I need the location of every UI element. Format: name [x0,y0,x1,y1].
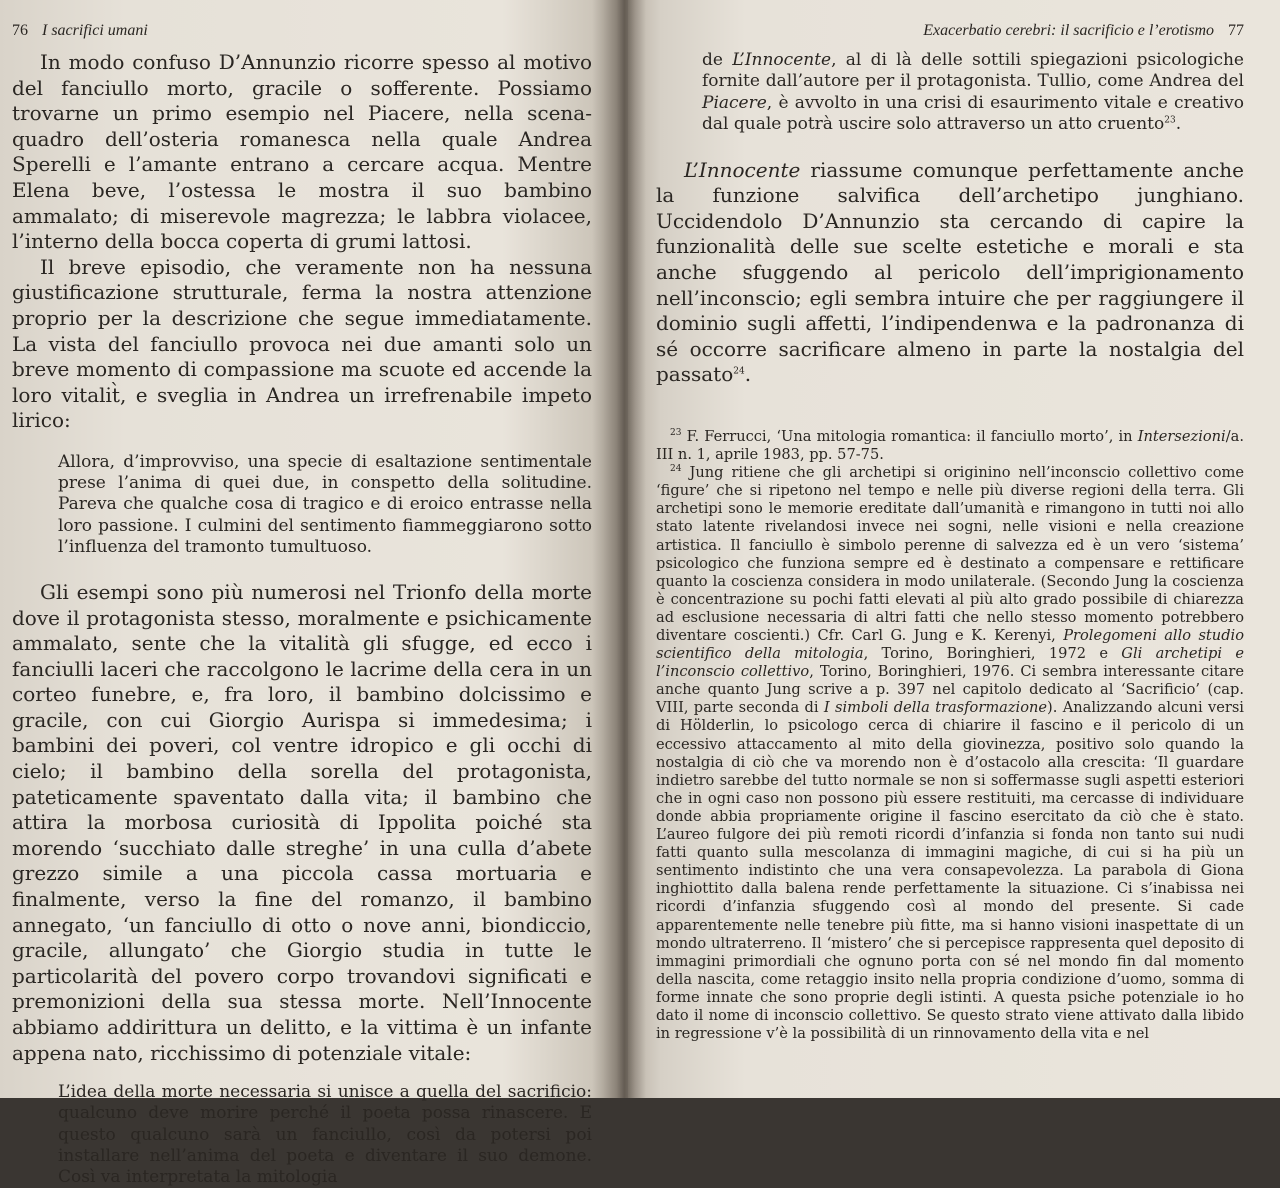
fn24-title-1: Prolegomeni allo studio scientifico della mitologia [656,627,1244,663]
left-page-number: 76 [12,22,28,39]
fn23-text-b: /a. III n. 1, aprile 1983, pp. 57-75. [656,427,1244,464]
fn24-text-d: ). Analizzando alcuni versi di Hölderlin, lo psicologo cerca di chiarire il fascino e il pericolo di un eccessivo attaccamento al mito della giovinezza, positivo solo quando la nostalgia di ciò che va morendo non è d’ostacolo alla crescita: ‘Il guardare indietro sarebbe del tutto normale se non si soffermasse sugli aspetti esteriori che in ogni caso non possono più essere restituiti, ma cercasse di individuare donde abbia propriamente origine il fascino esercitato da ciò che è stato. L’aureo fulgore dei più remoti ricordi d’infanzia si fonda non tanto sui nudi fatti quanto sulla mescolanza di immagini magiche, di cui si ha più un sentimento indistinto che una vera consapevolezza. La parabola di Giona inghiottito dalla balena rende perfettamente la situazione. Ci s’inabissa nei ricordi d’infanzia sfuggendo così al mondo del presente. Si cade apparentemente nelle tenebre più fitte, ma si hanno visioni inaspettate di un mondo ultraterreno. Il ‘mistero’ che si percepisce rappresenta quel deposito di immagini primordiali che ognuno porta con sé nel mondo fin dal momento della nascita, come retaggio insito nella propria condizione d’uomo, somma di forme innate che sono proprie degli istinti. A questa psiche potenziale io ho dato il nome di inconscio collettivo. Se questo strato viene attivato dalla libido in regressione v’è la possibilità di un rinnovamento della vita e nel [656,699,1244,1043]
cont-text-a: de [702,50,733,70]
fn23-title: Intersezioni [1137,427,1226,445]
right-paragraph-1: L’Innocente riassume comunque perfettamente anche la funzione salvifica dell’archetipo junghiano. Uccidendolo D’Annunzio sta cercando di capire la funzionalità delle sue scelte estetiche e morali e sta anche sfuggendo al pericolo dell’imprigionamento nell’inconscio; egli sembra intuire che per raggiungere il dominio sugli affetti, l’indipendenwa e la padronanza di sé occorre sacrificare almeno in parte la nostalgia del passato$^{24}$. [656,157,1244,387]
fn24-title-3: I simboli della trasformazione [823,699,1048,717]
left-blockquote-2: L’idea della morte necessaria si unisce a quella del sacrificio: qualcuno deve morire perché il poeta possa rinascere. E questo qualcuno sarà un fanciullo, così da potersi poi installare nell’anima del poeta e diventare il suo demone. Così va interpretata la mitologia [58,1082,592,1188]
left-paragraph-1: In modo confuso D’Annunzio ricorre spesso al motivo del fanciullo morto, gracile o sofferente. Possiamo trovarne un primo esempio nel Piacere, nella scena-quadro dell’osteria romanesca nella quale Andrea Sperelli e l’amante entrano a cercare acqua. Mentre Elena beve, l’ostessa le mostra il suo bambino ammalato; di miserevole magrezza; le labbra violacee, l’interno della bocca coperta di grumi lattosi. [12,50,592,254]
left-running-header [12,22,592,50]
right-continued-quote: de L’Innocente, al di là delle sottili spiegazioni psicologiche fornite dall’autore per il protagonista. Tullio, come Andrea del Piacere, è avvolto in una crisi di esaurimento vitale e creativo dal quale potrà uscire solo attraverso un atto cruento$^{23}$. [702,50,1244,135]
right-page-number: 77 [1228,22,1244,39]
footnotes [656,428,1244,1043]
right-running-title: Exacerbatio cerebri: il sacrificio e l’erotismo [923,22,1214,39]
footnote-23 [656,428,1244,464]
fn24-title-2: Gli archetipi e l’inconscio collettivo [656,645,1244,681]
footnote-24 [656,464,1244,1043]
fn23-text-a: F. Ferrucci, ‘Una mitologia romantica: il fanciullo morto’, in [681,427,1138,445]
cont-text-c: , è avvolto in una crisi di esaurimento vitale e creativo dal quale potrà uscire solo attraverso un atto cruento [702,92,1244,135]
right-running-header [656,22,1244,50]
cont-title-innocente: L’Innocente [732,50,832,70]
cont-title-piacere: Piacere [702,92,767,113]
left-paragraph-3: Gli esempi sono più numerosi nel Trionfo della morte dove il protagonista stesso, moralmente e psichicamente ammalato, sente che la vitalità gli sfugge, ed ecco i fanciulli laceri che raccolgono le lacrime della cera in un corteo funebre, e, fra loro, il bambino dolcissimo e gracile, con cui Giorgio Aurispa si immedesima; i bambini dei poveri, col ventre idropico e gli occhi di cielo; il bambino della sorella del protagonista, pateticamente spaventato dalla vita; il bambino che attira la morbosa curiosità di Ippolita poiché sta morendo ‘succhiato dalle streghe’ in una culla d’abete grezzo simile a una piccola cassa mortuaria e finalmente, verso la fine del romanzo, il bambino annegato, ‘un fanciullo di otto o nove anni, biondiccio, gracile, allungato’ che Giorgio studia in tutte le particolarità del povero corpo trovandovi significati e premonizioni della sua stessa morte. Nell’Innocente abbiamo addirittura un delitto, e la vittima è un infante appena nato, ricchissimo di potenziale vitale: [12,579,592,1065]
right-page [628,0,1280,1098]
fn24-text-b: , Torino, Boringhieri, 1972 e [863,645,1122,663]
left-running-title: I sacrifici umani [42,22,148,39]
left-page [0,0,628,1188]
footnote-24-number: 24 [670,464,682,475]
footnote-ref-23: 23 [1164,115,1176,126]
fn24-text-a: Jung ritiene che gli archetipi si originino nell’inconscio collettivo come ‘figure’ che si ripetono nel tempo e nelle più diverse regioni della terra. Gli archetipi sono le memorie ereditate dall’umanità e rimangono in tutti noi allo stato latente rivelandosi invece nei sogni, nelle visioni e nella creazione artistica. Il fanciullo è simbolo perenne di salvezza ed è un vero ‘sistema’ psicologico che funziona sempre ed è destinato a compensare e rettificare quanto la coscienza considera in modo unilaterale. (Secondo Jung la coscienza è concentrazione su pochi fatti elevati al più alto grado possibile di chiarezza ad esclusione necessaria di altri fatti che nello stesso momento potrebbero diventare coscienti.) Cfr. Carl G. Jung e K. Kerenyi, [656,464,1244,644]
para-title-innocente: L’Innocente [684,157,801,182]
cont-text-b: , al di là delle sottili spiegazioni psicologiche fornite dall’autore per il protagonista. Tullio, come Andrea del [702,50,1244,92]
left-paragraph-2: Il breve episodio, che veramente non ha nessuna giustificazione strutturale, ferma la nostra attenzione proprio per la descrizione che segue immediatamente. La vista del fanciullo provoca nei due amanti solo un breve momento di compassione ma scuote ed accende la loro vitalit̀, e sveglia in Andrea un irrefrenabile impeto lirico: [12,254,592,433]
left-blockquote-1: Allora, d’improvviso, una specie di esaltazione sentimentale prese l’anima di quei due, in conspetto della solitudine. Pareva che qualche cosa di tragico e di eroico entrasse nella loro passione. I culmini del sentimento fiammeggiarono sotto l’influenza del tramonto tumultuoso. [58,451,592,557]
right-paragraph-text: riassume comunque perfettamente anche la funzione salvifica dell’archetipo junghiano. Uccidendolo D’Annunzio sta cercando di capire la funzionalità delle sue scelte estetiche e morali e sta anche sfuggendo al pericolo dell’imprigionamento nell’inconscio; egli sembra intuire che per raggiungere il dominio sugli affetti, l’indipendenwa e la padronanza di sé occorre sacrificare almeno in parte la nostalgia del passato [656,157,1244,387]
fn24-text-c: , Torino, Boringhieri, 1976. Ci sembra interessante citare anche quanto Jung scrive a p. 397 nel capitolo dedicato al ‘Sacrificio’ (cap. VIII, parte seconda di [656,663,1244,717]
footnote-23-number: 23 [670,428,682,439]
footnote-ref-24: 24 [733,366,745,377]
